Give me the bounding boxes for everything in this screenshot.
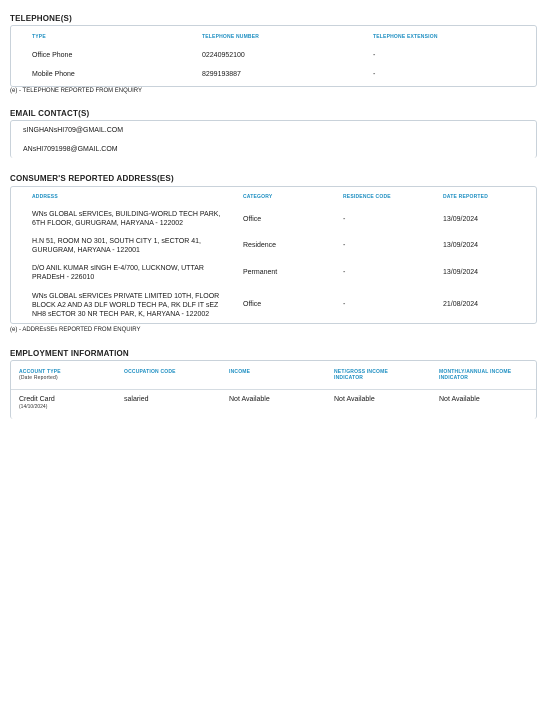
addr-header-address: ADDRESS: [32, 194, 58, 200]
addr-date: 13/09/2024: [443, 216, 479, 223]
tel-header-number: TELEPHONE NUMBER: [202, 34, 260, 40]
addr-category: Office: [243, 216, 262, 223]
emp-header-account-type: [19, 369, 114, 381]
addr-date: 13/09/2024: [443, 269, 479, 276]
addr-date: 21/08/2024: [443, 301, 479, 308]
addr-header-category: CATEGORY: [243, 194, 273, 200]
emp-header-date-reported: (Date Reported): [19, 375, 58, 381]
emp-occupation: salaried: [124, 396, 149, 403]
addresses-title: CONSUMER'S REPORTED ADDRESS(ES): [10, 174, 174, 183]
emp-header-account-type-label: ACCOUNT TYPE: [19, 369, 61, 375]
addr-header-date: DATE REPORTED: [443, 194, 489, 200]
addresses-note: (e) - ADDREsSEs REPORTED FROM ENQUIRY: [10, 327, 141, 333]
emp-account-type-value: Credit Card: [19, 396, 55, 403]
tel-extension: -: [373, 71, 376, 78]
telephones-table: [10, 25, 537, 87]
addr-residence-code: -: [343, 269, 346, 276]
tel-header-extension: TELEPHONE EXTENSION: [373, 34, 438, 40]
employment-title: EMPLOYMENT INFORMATION: [10, 349, 129, 358]
emails-title: EMAIL CONTACT(S): [10, 109, 90, 118]
addr-address: D/O ANIL KUMAR sINGH E-4/700, LUCKNOW, UTTAR PRADEsH - 226010: [32, 265, 204, 281]
email-item: sINGHANsHI709@GMAIL.COM: [23, 127, 124, 134]
addr-residence-code: -: [343, 216, 346, 223]
tel-header-type: TYPE: [32, 34, 46, 40]
addr-address: H.N 51, ROOM NO 301, SOUTH CITY 1, sECTOR 41, GURUGRAM, HARYANA - 122001: [32, 238, 201, 254]
emp-header-income: INCOME: [229, 369, 251, 375]
tel-extension: -: [373, 52, 376, 59]
emp-header-occupation: OCCUPATION CODE: [124, 369, 176, 375]
addr-date: 13/09/2024: [443, 242, 479, 249]
emp-date-reported: (14/10/2024): [19, 404, 48, 410]
addr-residence-code: -: [343, 301, 346, 308]
addr-category: Residence: [243, 242, 277, 249]
emp-net-gross: Not Available: [334, 396, 375, 403]
addr-header-residence-code: RESIDENCE CODE: [343, 194, 391, 200]
tel-number: 8299193887: [202, 71, 241, 78]
emp-income: Not Available: [229, 396, 270, 403]
telephones-note: (e) - TELEPHONE REPORTED FROM ENQUIRY: [10, 88, 143, 94]
tel-type: Mobile Phone: [32, 71, 75, 78]
emp-account-type: [19, 395, 55, 410]
emp-header-monthly-annual: MONTHLY/ANNUAL INCOME INDICATOR: [439, 369, 512, 381]
emp-monthly-annual: Not Available: [439, 396, 480, 403]
emails-list: [10, 120, 537, 158]
telephones-title: TELEPHONE(S): [10, 14, 72, 23]
employment-divider: [11, 389, 536, 390]
addr-category: Permanent: [243, 269, 278, 276]
employment-table: [10, 360, 537, 419]
emp-header-net-gross: NET/GROSS INCOME INDICATOR: [334, 369, 389, 381]
tel-number: 02240952100: [202, 52, 245, 59]
addr-address: WNs GLOBAL sERVICEs PRIVATE LIMITED 10TH, FLOOR BLOCK A2 AND A3 DLF WORLD TECH PA, RK DLF IT sEZ NH8 sECTOR 30 NR TECH PAR, K, HARYANA - 122002: [32, 293, 220, 318]
tel-type: Office Phone: [32, 52, 73, 59]
addresses-table: [10, 186, 537, 324]
addr-address: WNs GLOBAL sERVICEs, BUILDING-WORLD TECH PARK, 6TH FLOOR, GURUGRAM, HARYANA - 122002: [32, 211, 221, 227]
addr-category: Office: [243, 301, 262, 308]
email-item: ANsHI7091998@GMAIL.COM: [23, 146, 118, 153]
addr-residence-code: -: [343, 242, 346, 249]
